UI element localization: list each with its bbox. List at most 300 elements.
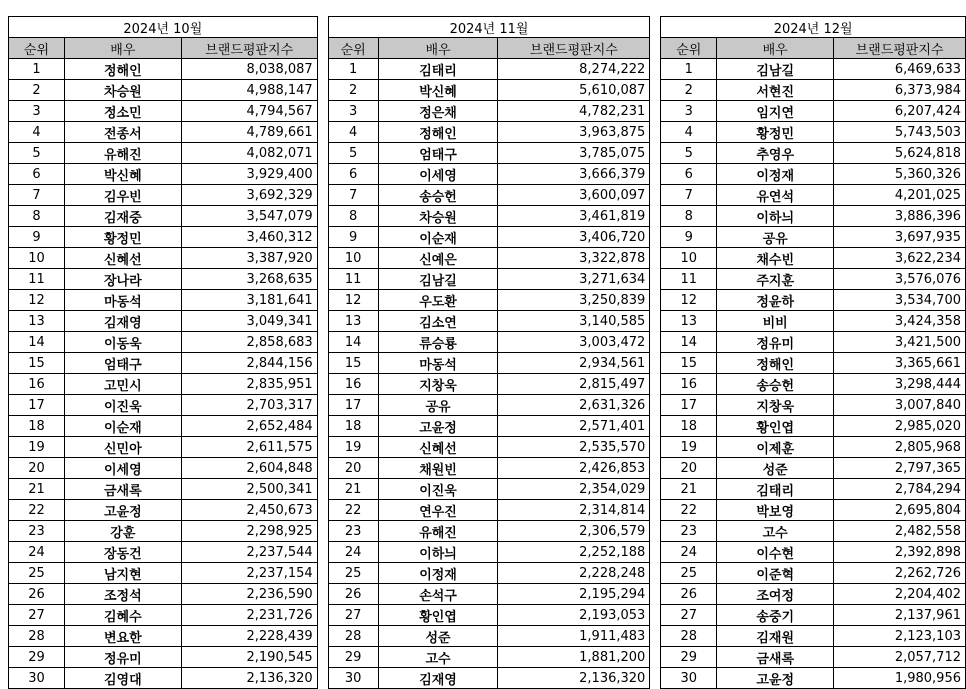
brand-index-cell: 2,652,484 <box>181 416 317 437</box>
table-row <box>328 59 650 80</box>
actor-name-cell: 성준 <box>717 458 834 479</box>
actor-name-cell: 김우빈 <box>64 185 181 206</box>
brand-index-cell: 4,201,025 <box>834 185 966 206</box>
brand-index-cell: 2,784,294 <box>834 479 966 500</box>
rank-cell: 6 <box>9 164 65 185</box>
rank-cell: 9 <box>328 227 378 248</box>
rank-cell: 21 <box>328 479 378 500</box>
actor-name-cell: 신혜선 <box>378 437 498 458</box>
brand-index-cell: 3,622,234 <box>834 248 966 269</box>
brand-index-cell: 3,298,444 <box>834 374 966 395</box>
table-row <box>9 605 318 626</box>
brand-index-cell: 2,535,570 <box>498 437 650 458</box>
rank-cell: 17 <box>9 395 65 416</box>
index-column-header: 브랜드평판지수 <box>181 38 317 59</box>
rank-cell: 9 <box>661 227 717 248</box>
actor-name-cell: 황정민 <box>64 227 181 248</box>
brand-index-cell: 2,237,544 <box>181 542 317 563</box>
actor-name-cell: 정윤하 <box>717 290 834 311</box>
actor-name-cell: 김소연 <box>378 311 498 332</box>
brand-index-cell: 2,314,814 <box>498 500 650 521</box>
rank-cell: 24 <box>9 542 65 563</box>
brand-index-cell: 2,835,951 <box>181 374 317 395</box>
brand-index-cell: 3,365,661 <box>834 353 966 374</box>
rankings-container <box>8 16 966 689</box>
table-row <box>328 353 650 374</box>
actor-name-cell: 지창욱 <box>378 374 498 395</box>
brand-index-cell: 3,140,585 <box>498 311 650 332</box>
brand-index-cell: 2,703,317 <box>181 395 317 416</box>
rank-cell: 11 <box>328 269 378 290</box>
table-row <box>661 542 966 563</box>
table-row <box>328 332 650 353</box>
actor-name-cell: 성준 <box>378 626 498 647</box>
brand-index-cell: 2,934,561 <box>498 353 650 374</box>
brand-index-cell: 3,406,720 <box>498 227 650 248</box>
actor-name-cell: 임지연 <box>717 101 834 122</box>
actor-name-cell: 고윤정 <box>378 416 498 437</box>
actor-name-cell: 장동건 <box>64 542 181 563</box>
brand-index-cell: 3,697,935 <box>834 227 966 248</box>
brand-index-cell: 3,049,341 <box>181 311 317 332</box>
table-row <box>661 101 966 122</box>
table-row <box>9 479 318 500</box>
brand-index-cell: 3,600,097 <box>498 185 650 206</box>
table-row <box>9 269 318 290</box>
brand-index-cell: 1,980,956 <box>834 668 966 689</box>
table-row <box>661 248 966 269</box>
table-row <box>328 122 650 143</box>
brand-index-cell: 6,373,984 <box>834 80 966 101</box>
brand-index-cell: 2,858,683 <box>181 332 317 353</box>
actor-name-cell: 이동욱 <box>64 332 181 353</box>
actor-name-cell: 조여정 <box>717 584 834 605</box>
table-row <box>9 290 318 311</box>
brand-index-cell: 2,631,326 <box>498 395 650 416</box>
rank-cell: 26 <box>9 584 65 605</box>
actor-name-cell: 이순재 <box>64 416 181 437</box>
table-row <box>661 479 966 500</box>
rank-cell: 11 <box>9 269 65 290</box>
table-row <box>661 605 966 626</box>
brand-index-cell: 2,392,898 <box>834 542 966 563</box>
table-row <box>661 626 966 647</box>
brand-index-cell: 3,271,634 <box>498 269 650 290</box>
brand-index-cell: 8,038,087 <box>181 59 317 80</box>
brand-index-cell: 3,929,400 <box>181 164 317 185</box>
rank-cell: 23 <box>661 521 717 542</box>
actor-name-cell: 고민시 <box>64 374 181 395</box>
ranking-table-december <box>660 16 966 689</box>
rank-cell: 15 <box>9 353 65 374</box>
actor-name-cell: 공유 <box>378 395 498 416</box>
rank-cell: 28 <box>661 626 717 647</box>
actor-name-cell: 고수 <box>717 521 834 542</box>
index-column-header: 브랜드평판지수 <box>498 38 650 59</box>
brand-index-cell: 2,500,341 <box>181 479 317 500</box>
brand-index-cell: 8,274,222 <box>498 59 650 80</box>
table-row <box>661 80 966 101</box>
rank-cell: 14 <box>9 332 65 353</box>
actor-name-cell: 조정석 <box>64 584 181 605</box>
brand-index-cell: 2,195,294 <box>498 584 650 605</box>
table-row <box>661 437 966 458</box>
actor-column-header: 배우 <box>378 38 498 59</box>
brand-index-cell: 2,262,726 <box>834 563 966 584</box>
brand-index-cell: 1,911,483 <box>498 626 650 647</box>
brand-index-cell: 3,007,840 <box>834 395 966 416</box>
actor-name-cell: 박신혜 <box>378 80 498 101</box>
rank-cell: 7 <box>661 185 717 206</box>
table-row <box>328 269 650 290</box>
table-row <box>661 122 966 143</box>
rank-cell: 27 <box>9 605 65 626</box>
brand-index-cell: 2,426,853 <box>498 458 650 479</box>
rank-cell: 18 <box>661 416 717 437</box>
rank-cell: 30 <box>9 668 65 689</box>
rank-cell: 9 <box>9 227 65 248</box>
brand-index-cell: 2,298,925 <box>181 521 317 542</box>
actor-name-cell: 신예은 <box>378 248 498 269</box>
rank-cell: 15 <box>661 353 717 374</box>
actor-name-cell: 박보영 <box>717 500 834 521</box>
brand-index-cell: 2,137,961 <box>834 605 966 626</box>
brand-index-cell: 2,237,154 <box>181 563 317 584</box>
actor-name-cell: 우도환 <box>378 290 498 311</box>
table-row <box>661 521 966 542</box>
actor-name-cell: 마동석 <box>64 290 181 311</box>
table-row <box>9 626 318 647</box>
brand-index-cell: 2,204,402 <box>834 584 966 605</box>
rank-cell: 6 <box>328 164 378 185</box>
rank-cell: 12 <box>9 290 65 311</box>
rank-cell: 15 <box>328 353 378 374</box>
actor-name-cell: 이정재 <box>717 164 834 185</box>
table-row <box>328 290 650 311</box>
table-row <box>661 269 966 290</box>
actor-name-cell: 엄태구 <box>378 143 498 164</box>
actor-name-cell: 이제훈 <box>717 437 834 458</box>
rank-cell: 17 <box>661 395 717 416</box>
table-row <box>661 395 966 416</box>
rank-cell: 3 <box>328 101 378 122</box>
actor-name-cell: 서현진 <box>717 80 834 101</box>
brand-index-cell: 2,236,590 <box>181 584 317 605</box>
table-row <box>328 395 650 416</box>
table-row <box>328 185 650 206</box>
table-row <box>328 458 650 479</box>
month-header: 2024년 10월 <box>9 17 318 38</box>
brand-index-cell: 2,136,320 <box>498 668 650 689</box>
rank-cell: 2 <box>9 80 65 101</box>
actor-name-cell: 박신혜 <box>64 164 181 185</box>
table-row <box>661 332 966 353</box>
rank-cell: 8 <box>661 206 717 227</box>
brand-index-cell: 3,963,875 <box>498 122 650 143</box>
table-row <box>328 605 650 626</box>
brand-index-cell: 2,450,673 <box>181 500 317 521</box>
actor-name-cell: 장나라 <box>64 269 181 290</box>
table-row <box>9 101 318 122</box>
brand-index-cell: 3,886,396 <box>834 206 966 227</box>
actor-name-cell: 정해인 <box>378 122 498 143</box>
rank-cell: 30 <box>328 668 378 689</box>
actor-name-cell: 김태리 <box>378 59 498 80</box>
rank-column-header: 순위 <box>328 38 378 59</box>
rank-cell: 16 <box>328 374 378 395</box>
rank-cell: 13 <box>328 311 378 332</box>
table-row <box>9 332 318 353</box>
table-row <box>328 101 650 122</box>
rank-cell: 5 <box>328 143 378 164</box>
rank-column-header: 순위 <box>9 38 65 59</box>
actor-name-cell: 채원빈 <box>378 458 498 479</box>
table-row <box>661 500 966 521</box>
rank-cell: 10 <box>328 248 378 269</box>
ranking-table-november <box>328 16 651 689</box>
brand-index-cell: 3,003,472 <box>498 332 650 353</box>
actor-name-cell: 정해인 <box>717 353 834 374</box>
rank-cell: 19 <box>328 437 378 458</box>
brand-index-cell: 2,228,439 <box>181 626 317 647</box>
actor-name-cell: 김재중 <box>64 206 181 227</box>
table-row <box>9 311 318 332</box>
rank-cell: 19 <box>9 437 65 458</box>
table-row <box>661 164 966 185</box>
rank-cell: 2 <box>328 80 378 101</box>
table-row <box>9 185 318 206</box>
brand-index-cell: 4,782,231 <box>498 101 650 122</box>
brand-index-cell: 2,815,497 <box>498 374 650 395</box>
rank-cell: 8 <box>328 206 378 227</box>
rank-cell: 1 <box>9 59 65 80</box>
actor-name-cell: 김영대 <box>64 668 181 689</box>
actor-name-cell: 고수 <box>378 647 498 668</box>
actor-name-cell: 신혜선 <box>64 248 181 269</box>
table-row <box>9 668 318 689</box>
brand-index-cell: 5,610,087 <box>498 80 650 101</box>
actor-name-cell: 지창욱 <box>717 395 834 416</box>
brand-index-cell: 2,354,029 <box>498 479 650 500</box>
rank-cell: 21 <box>661 479 717 500</box>
rank-cell: 7 <box>328 185 378 206</box>
table-row <box>328 668 650 689</box>
rank-cell: 24 <box>661 542 717 563</box>
actor-name-cell: 김태리 <box>717 479 834 500</box>
table-row <box>9 353 318 374</box>
actor-name-cell: 고윤정 <box>717 668 834 689</box>
rank-cell: 20 <box>9 458 65 479</box>
actor-name-cell: 차승원 <box>378 206 498 227</box>
table-row <box>328 311 650 332</box>
actor-name-cell: 차승원 <box>64 80 181 101</box>
actor-name-cell: 김혜수 <box>64 605 181 626</box>
table-row <box>661 416 966 437</box>
brand-index-cell: 3,181,641 <box>181 290 317 311</box>
actor-column-header: 배우 <box>717 38 834 59</box>
rank-cell: 14 <box>661 332 717 353</box>
table-row <box>9 206 318 227</box>
rank-cell: 28 <box>9 626 65 647</box>
rank-cell: 5 <box>661 143 717 164</box>
brand-index-cell: 2,252,188 <box>498 542 650 563</box>
brand-index-cell: 5,360,326 <box>834 164 966 185</box>
actor-name-cell: 이세영 <box>378 164 498 185</box>
table-row <box>661 647 966 668</box>
actor-name-cell: 이하늬 <box>717 206 834 227</box>
rank-cell: 6 <box>661 164 717 185</box>
table-row <box>661 584 966 605</box>
rank-cell: 4 <box>328 122 378 143</box>
rank-cell: 25 <box>9 563 65 584</box>
brand-index-cell: 4,789,661 <box>181 122 317 143</box>
rank-cell: 26 <box>328 584 378 605</box>
table-row <box>661 311 966 332</box>
actor-name-cell: 이수현 <box>717 542 834 563</box>
rank-cell: 7 <box>9 185 65 206</box>
table-row <box>9 458 318 479</box>
rank-cell: 22 <box>661 500 717 521</box>
table-row <box>328 542 650 563</box>
table-row <box>328 416 650 437</box>
rank-cell: 23 <box>328 521 378 542</box>
brand-index-cell: 3,785,075 <box>498 143 650 164</box>
brand-index-cell: 5,743,503 <box>834 122 966 143</box>
brand-index-cell: 2,604,848 <box>181 458 317 479</box>
actor-name-cell: 비비 <box>717 311 834 332</box>
rank-cell: 19 <box>661 437 717 458</box>
actor-name-cell: 이정재 <box>378 563 498 584</box>
table-row <box>9 647 318 668</box>
table-body <box>9 59 318 689</box>
brand-index-cell: 3,547,079 <box>181 206 317 227</box>
brand-index-cell: 3,460,312 <box>181 227 317 248</box>
table-row <box>328 206 650 227</box>
actor-name-cell: 정유미 <box>717 332 834 353</box>
rank-cell: 13 <box>661 311 717 332</box>
rank-cell: 22 <box>328 500 378 521</box>
table-row <box>661 353 966 374</box>
brand-index-cell: 2,306,579 <box>498 521 650 542</box>
brand-index-cell: 2,228,248 <box>498 563 650 584</box>
rank-cell: 18 <box>328 416 378 437</box>
actor-name-cell: 황정민 <box>717 122 834 143</box>
rank-cell: 3 <box>9 101 65 122</box>
brand-index-cell: 3,576,076 <box>834 269 966 290</box>
table-row <box>9 437 318 458</box>
actor-name-cell: 김재영 <box>378 668 498 689</box>
rank-cell: 26 <box>661 584 717 605</box>
month-header: 2024년 12월 <box>661 17 966 38</box>
actor-name-cell: 황인엽 <box>378 605 498 626</box>
actor-name-cell: 정유미 <box>64 647 181 668</box>
table-row <box>328 647 650 668</box>
brand-index-cell: 3,250,839 <box>498 290 650 311</box>
brand-index-cell: 1,881,200 <box>498 647 650 668</box>
rank-cell: 4 <box>661 122 717 143</box>
actor-name-cell: 김남길 <box>378 269 498 290</box>
actor-name-cell: 연우진 <box>378 500 498 521</box>
actor-name-cell: 황인엽 <box>717 416 834 437</box>
rank-cell: 13 <box>9 311 65 332</box>
actor-name-cell: 이하늬 <box>378 542 498 563</box>
actor-name-cell: 김재원 <box>717 626 834 647</box>
table-row <box>661 143 966 164</box>
rank-cell: 14 <box>328 332 378 353</box>
table-row <box>9 59 318 80</box>
brand-index-cell: 2,190,545 <box>181 647 317 668</box>
actor-name-cell: 송중기 <box>717 605 834 626</box>
table-row <box>328 626 650 647</box>
brand-index-cell: 2,611,575 <box>181 437 317 458</box>
table-row <box>328 143 650 164</box>
table-row <box>328 479 650 500</box>
brand-index-cell: 2,193,053 <box>498 605 650 626</box>
rank-cell: 21 <box>9 479 65 500</box>
rank-cell: 11 <box>661 269 717 290</box>
ranking-table-october <box>8 16 318 689</box>
brand-index-cell: 4,988,147 <box>181 80 317 101</box>
table-row <box>9 122 318 143</box>
table-row <box>328 584 650 605</box>
rank-cell: 12 <box>328 290 378 311</box>
table-row <box>328 437 650 458</box>
rank-cell: 29 <box>661 647 717 668</box>
actor-name-cell: 유해진 <box>64 143 181 164</box>
table-row <box>9 521 318 542</box>
table-row <box>9 500 318 521</box>
actor-name-cell: 김재영 <box>64 311 181 332</box>
actor-name-cell: 남지현 <box>64 563 181 584</box>
actor-name-cell: 주지훈 <box>717 269 834 290</box>
rank-cell: 10 <box>661 248 717 269</box>
table-row <box>328 500 650 521</box>
rank-column-header: 순위 <box>661 38 717 59</box>
table-row <box>328 563 650 584</box>
actor-name-cell: 신민아 <box>64 437 181 458</box>
actor-name-cell: 이순재 <box>378 227 498 248</box>
brand-index-cell: 3,424,358 <box>834 311 966 332</box>
rank-cell: 4 <box>9 122 65 143</box>
brand-index-cell: 4,082,071 <box>181 143 317 164</box>
rank-cell: 1 <box>661 59 717 80</box>
actor-name-cell: 정해인 <box>64 59 181 80</box>
rank-cell: 3 <box>661 101 717 122</box>
actor-name-cell: 금새록 <box>717 647 834 668</box>
actor-name-cell: 이준혁 <box>717 563 834 584</box>
rank-cell: 12 <box>661 290 717 311</box>
brand-index-cell: 2,985,020 <box>834 416 966 437</box>
actor-name-cell: 추영우 <box>717 143 834 164</box>
rank-cell: 22 <box>9 500 65 521</box>
rank-cell: 27 <box>328 605 378 626</box>
table-row <box>9 395 318 416</box>
rank-cell: 25 <box>661 563 717 584</box>
table-row <box>328 248 650 269</box>
table-row <box>661 563 966 584</box>
rank-cell: 29 <box>9 647 65 668</box>
brand-index-cell: 2,844,156 <box>181 353 317 374</box>
rank-cell: 20 <box>661 458 717 479</box>
table-row <box>9 227 318 248</box>
actor-column-header: 배우 <box>64 38 181 59</box>
brand-index-cell: 3,421,500 <box>834 332 966 353</box>
brand-index-cell: 6,469,633 <box>834 59 966 80</box>
rank-cell: 24 <box>328 542 378 563</box>
actor-name-cell: 손석구 <box>378 584 498 605</box>
table-row <box>661 59 966 80</box>
brand-index-cell: 3,666,379 <box>498 164 650 185</box>
